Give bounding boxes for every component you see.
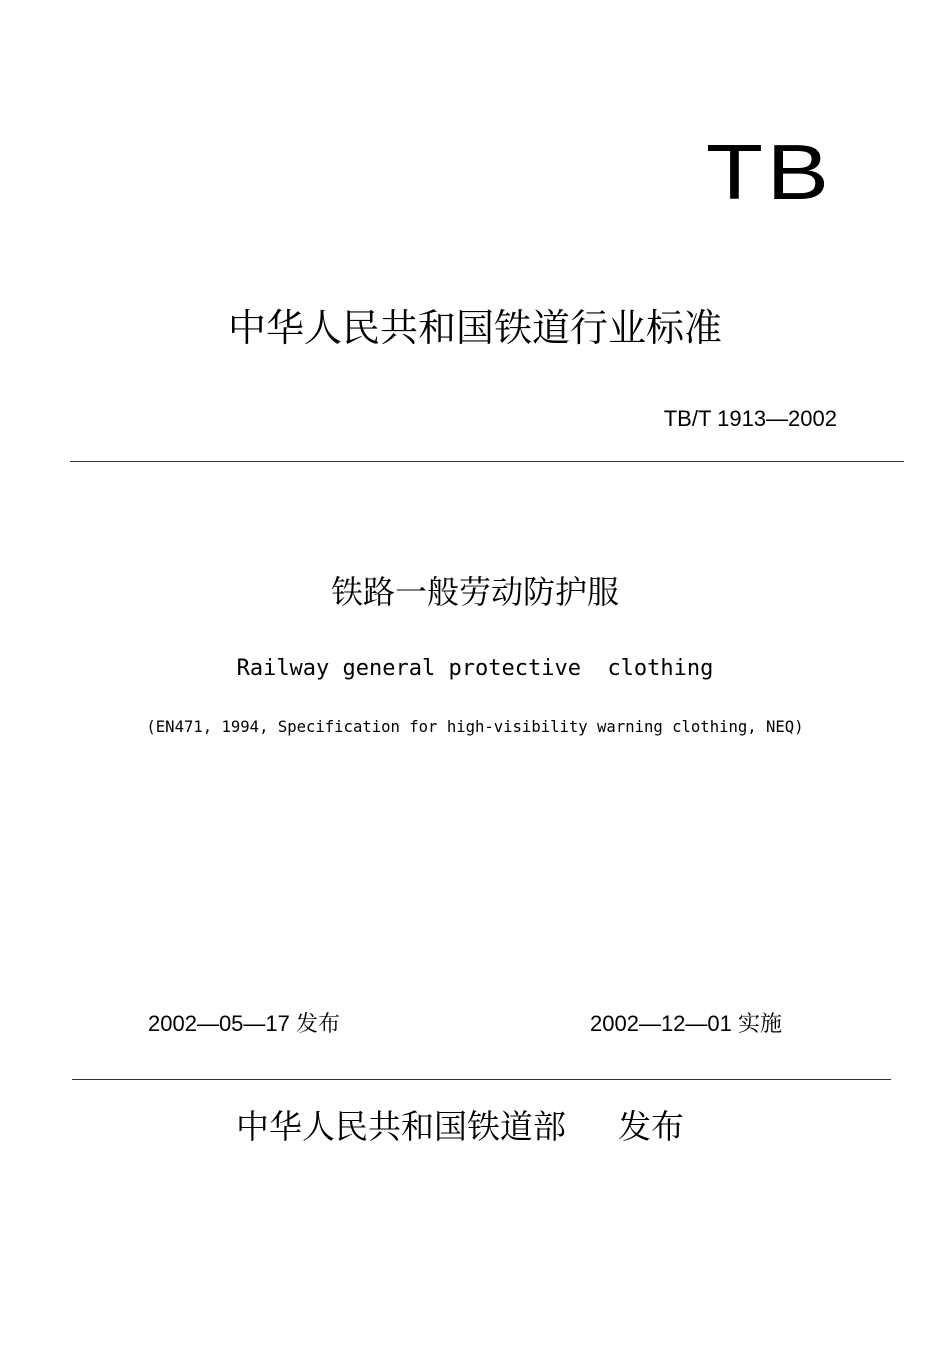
effective-date: 2002—12—01 实施 [590, 1011, 782, 1036]
tb-logo: TB [706, 128, 833, 216]
publisher-name: 中华人民共和国铁道部 [236, 1107, 566, 1146]
publisher-action: 发布 [618, 1107, 684, 1146]
document-reference: (EN471, 1994, Specification for high-visibility warning clothing, NEQ) [146, 718, 804, 736]
document-title-chinese: 铁路一般劳动防护服 [330, 573, 619, 611]
issue-date: 2002—05—17 发布 [148, 1011, 340, 1036]
document-title-english: Railway general protective clothing [236, 656, 714, 681]
top-divider [70, 461, 904, 462]
publisher-line [236, 1105, 684, 1149]
bottom-divider [72, 1079, 891, 1080]
standard-title: 中华人民共和国铁道行业标准 [227, 306, 722, 350]
standard-number: TB/T 1913—2002 [663, 406, 837, 431]
